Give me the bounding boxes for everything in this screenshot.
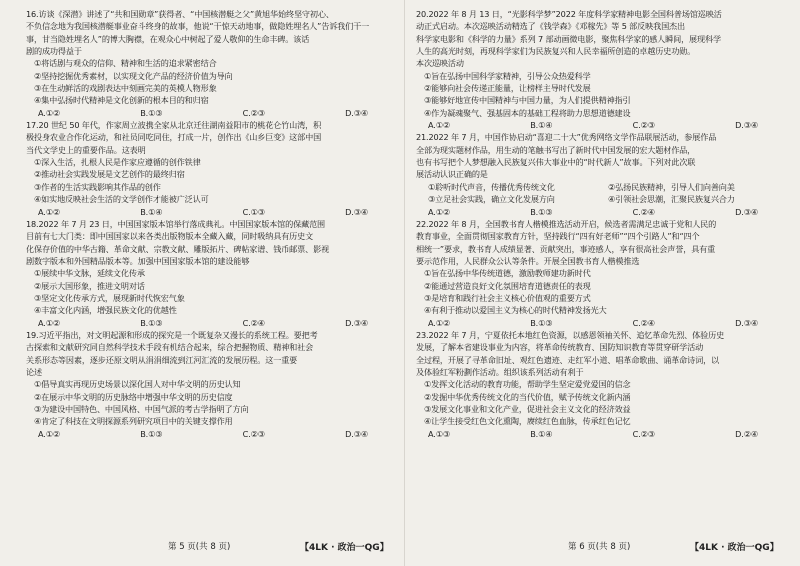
q20-stem-line: 20.2022 年 8 月 13 日，“光影科学梦”2022 年度科学家精神电影全国科普场馆巡映活 [416, 9, 722, 19]
q20-options [416, 119, 788, 131]
q18-stem-line: 剧数字版本和外国精品版本等。加强中国国家版本馆的建设能够 [26, 255, 250, 266]
option-d: D.③④ [345, 428, 368, 439]
q19-item: ④肯定了科技在文明探源系列研究项目中的关键支撑作用 [34, 416, 233, 427]
option-c: C.②④ [632, 206, 655, 217]
q18-stem-line: 化保存价值的中华古籍、革命文献、宗教文献、雕版拓片、碑帖家谱、钱币邮票、影视 [26, 243, 330, 254]
option-d: D.②④ [735, 428, 758, 439]
q19-item: ①倡导真实再现历史场景以深化国人对中华文明的历史认知 [34, 379, 241, 390]
exam-code: 【4LK · 政治一QG】 [300, 543, 389, 553]
q18-item: ③坚定文化传承方式，展现新时代恢宏气象 [34, 292, 185, 303]
q21-item: ④引领社会思潮，汇聚民族复兴合力 [608, 194, 735, 205]
question-18 [26, 218, 398, 329]
q16-stem-line: 不负信念地为我国核潜艇事业奋斗终身的故事，他说“干惊天动地事，做隐姓埋名人”告诉我们干一 [26, 21, 370, 32]
option-b: B.①③ [530, 206, 553, 217]
option-d: D.③④ [735, 317, 758, 328]
q21-options [416, 206, 788, 218]
option-a: A.①② [428, 317, 450, 328]
q21-stem-line: 全部为现实题材作品，用生动的笔触书写出了新时代中国发展的宏大题材作品， [416, 144, 696, 155]
option-d: D.③④ [345, 107, 368, 118]
question-23 [416, 329, 788, 440]
q21-stem-line: 21.2022 年 7 月，中国作协启动“喜迎二十大”优秀网络文学作品联展活动，参展作品 [416, 132, 717, 143]
q19-stem-line: 关系形态等因素，逐步还原文明从涓涓细流到江河汇流的发展历程。这一重要 [26, 354, 298, 365]
q16-item: ①将话剧与观众的信仰、精神和生活的追求紧密结合 [34, 58, 217, 69]
q20-item: ①旨在弘扬中国科学家精神，引导公众热爱科学 [424, 70, 591, 81]
question-19 [26, 329, 398, 440]
q22-options [416, 317, 788, 329]
q22-stem-line: 教育事业，全面贯彻国家教育方针，坚持践行“四有好老师”“四个引路人”和“四个 [416, 231, 700, 242]
right-page [416, 8, 788, 440]
option-b: B.①③ [140, 428, 163, 439]
page-number: 第 6 页(共 8 页) [568, 542, 631, 552]
exam-code: 【4LK · 政治一QG】 [690, 543, 779, 553]
question-20 [416, 8, 788, 131]
q17-item: ③作者的生活实践影响其作品的创作 [34, 181, 161, 192]
q17-options [26, 206, 398, 218]
q19-item: ③为建设中国特色、中国风格、中国气派的考古学指明了方向 [34, 404, 249, 414]
q23-item: ①发挥文化活动的教育功能，帮助学生坚定爱党爱国的信念 [424, 379, 631, 390]
q22-stem-line: 22.2022 年 8 月，全国教书育人楷模推选活动开启，候选者需满足忠诚于党和人民的 [416, 218, 717, 229]
option-b: B.①③ [140, 317, 163, 328]
q23-item: ④让学生接受红色文化熏陶，赓续红色血脉，传承红色记忆 [424, 416, 631, 427]
q23-options [416, 428, 788, 440]
option-a: A.①③ [428, 428, 450, 439]
option-a: A.①② [38, 206, 60, 217]
q17-item: ①深入生活，扎根人民是作家应遵循的创作铁律 [34, 157, 201, 168]
q23-stem-line: 23.2022 年 7 月，宁夏依托本地红色资源，以感恩领袖关怀、追忆革命先烈、体验历史 [416, 329, 725, 340]
option-c: C.②④ [242, 317, 265, 328]
q17-item: ②推动社会实践发展是文艺创作的最终归宿 [34, 169, 185, 180]
page-number: 第 5 页(共 8 页) [168, 542, 231, 552]
option-c: C.①③ [242, 206, 265, 217]
q20-item: ②能够向社会传递正能量，让榜样主导时代发展 [424, 83, 591, 94]
q21-stem-line: 展活动认识正确的是 [416, 169, 488, 180]
q21-items [416, 181, 788, 206]
option-a: A.①② [38, 107, 60, 118]
question-17 [26, 119, 398, 218]
q20-stem-line: 动正式启动。本次巡映活动精选了《钱学森》《邓稼先》等 5 部反映我国杰出 [416, 21, 685, 32]
option-b: B.①④ [140, 206, 163, 217]
option-b: B.①③ [530, 317, 553, 328]
q19-stem-line: 19.习近平指出，对文明起源和形成的探究是一个既复杂又漫长的系统工程。要把考 [26, 329, 318, 340]
option-a: A.①② [38, 317, 60, 328]
q20-stem-line: 科学家电影和《科学的力量》系列 7 部动画微电影，聚焦科学家的感人瞬间，展现科学 [416, 33, 721, 44]
option-b: B.①④ [530, 428, 553, 439]
q19-options [26, 428, 398, 440]
q17-item: ④如实地反映社会生活的文学创作才能被广泛认可 [34, 194, 209, 205]
q16-stem-line: 16.访谈《深潜》讲述了“共和国勋章”获得者、“中国核潜艇之父”黄旭华始终坚守初心、 [26, 9, 334, 19]
q20-item: ④作为凝魂聚气、强基固本的基础工程将助力思想道德建设 [424, 107, 631, 118]
q23-item: ②发掘中华优秀传统文化的当代价值，赋予传统文化新内涵 [424, 391, 631, 402]
question-16 [26, 8, 398, 119]
q16-options [26, 107, 398, 119]
option-b: B.①③ [140, 107, 163, 118]
option-c: C.②④ [632, 317, 655, 328]
q19-item: ②在展示中华文明的历史脉络中增强中华文明的历史信度 [34, 391, 233, 402]
q19-stem-line: 论述 [26, 366, 42, 377]
option-a: A.①② [38, 428, 60, 439]
q20-stem-line: 本次巡映活动 [416, 58, 464, 69]
q22-item: ③是培育和践行社会主义核心价值观的重要方式 [424, 292, 591, 303]
option-a: A.①② [428, 206, 450, 217]
q18-options [26, 317, 398, 329]
q16-item: ④集中弘扬时代精神是文化创新的根本目的和归宿 [34, 95, 209, 106]
option-d: D.③④ [735, 206, 758, 217]
q18-stem-line: 目前有七大门类：即中国国家以来各类出版物版本全藏入藏，同时吸纳具有历史文 [26, 231, 314, 242]
q23-item: ③发展文化事业和文化产业，促进社会主义文化的经济效益 [424, 404, 631, 414]
q21-item: ③立足社会实践，确立文化发展方向 [428, 194, 555, 205]
q17-stem-line: 17.20 世纪 50 年代，作家周立波携全家从北京迁往湖南益阳市的桃花仑竹山湾，积 [26, 120, 322, 131]
option-d: D.③④ [735, 120, 758, 131]
q16-item: ②坚持挖掘优秀素材，以实现文化产品的经济价值为导向 [34, 70, 233, 81]
q18-item: ④丰富文化内涵，增强民族文化的优越性 [34, 305, 177, 316]
q23-stem-line: 发展，了解本省建设事业为内容，将革命传统教育、国防知识教育等贯穿研学活动 [416, 342, 704, 353]
option-a: A.①② [428, 120, 450, 131]
q20-stem-line: 人生的高光时刻，再现科学家们为民族复兴和人民幸福所创造的卓越历史功勋。 [416, 46, 696, 57]
q16-item: ③在生动鲜活的戏剧表达中刻画完美的英模人物形象 [34, 83, 217, 94]
q20-item: ③能够好地宣传中国精神与中国力量，为人们提供精神指引 [424, 95, 631, 106]
option-d: D.③④ [345, 317, 368, 328]
q22-item: ④有利于推动以爱国主义为核心的时代精神发扬光大 [424, 305, 607, 316]
q21-item: ①聆听时代声音，传播优秀传统文化 [428, 181, 555, 192]
option-c: C.②③ [632, 428, 655, 439]
q16-stem-line: 剧的成功得益于 [26, 46, 82, 57]
q18-item: ②展示大国形象，推进文明对话 [34, 280, 145, 291]
q23-stem-line: 全过程，开展了寻革命旧址、观红色遗迹、走红军小道、唱革命歌曲、诵革命诗词，以 [416, 354, 720, 365]
question-22 [416, 218, 788, 329]
option-c: C.②③ [242, 107, 265, 118]
q18-item: ①展续中华文脉，延续文化传承 [34, 268, 145, 279]
question-21 [416, 131, 788, 217]
q21-item: ②弘扬民族精神，引导人们向善向美 [608, 181, 735, 192]
page-fold-divider [404, 0, 405, 566]
q18-stem-line: 18.2022 年 7 月 23 日，中国国家版本馆举行落成典礼。中国国家版本馆的保藏范围 [26, 218, 326, 229]
left-page [26, 8, 398, 440]
q23-stem-line: 及体验红军粉劃作活动。组织该系列活动有利于 [416, 366, 584, 377]
option-d: D.③④ [345, 206, 368, 217]
q22-stem-line: 要示范作用，人民群众公认等条件。开展全国教书育人楷模推选 [416, 255, 640, 266]
q19-stem-line: 古探索和文献研究同自然科学技术手段有机结合起来，综合把握物质、精神和社会 [26, 342, 314, 353]
q21-stem-line: 也有书写把个人梦想融入民族复兴伟大事业中的“时代新人”故事。下列对此次联 [416, 157, 696, 168]
q16-stem-line: 事，甘当隐姓埋名人”的博大胸襟，在观众心中树起了爱人敬仰的生命丰碑。该话 [26, 33, 310, 44]
option-c: C.②③ [242, 428, 265, 439]
q17-stem-line: 当代文学史上的重要作品。这表明 [26, 144, 146, 155]
option-b: B.①④ [530, 120, 553, 131]
q22-stem-line: 相统一”要求，教书育人成绩显著、贡献突出，事迹感人，享有很高社会声誉，具有重 [416, 243, 716, 254]
q17-stem-line: 极投身农业合作化运动，和社员同吃同住，打成一片，创作出《山乡巨变》这部中国 [26, 132, 322, 143]
q22-item: ②能通过营造良好文化氛围培育道德责任的表现 [424, 280, 591, 291]
option-c: C.②③ [632, 120, 655, 131]
q22-item: ①旨在弘扬中华传统道德，激励教师建功新时代 [424, 268, 591, 279]
